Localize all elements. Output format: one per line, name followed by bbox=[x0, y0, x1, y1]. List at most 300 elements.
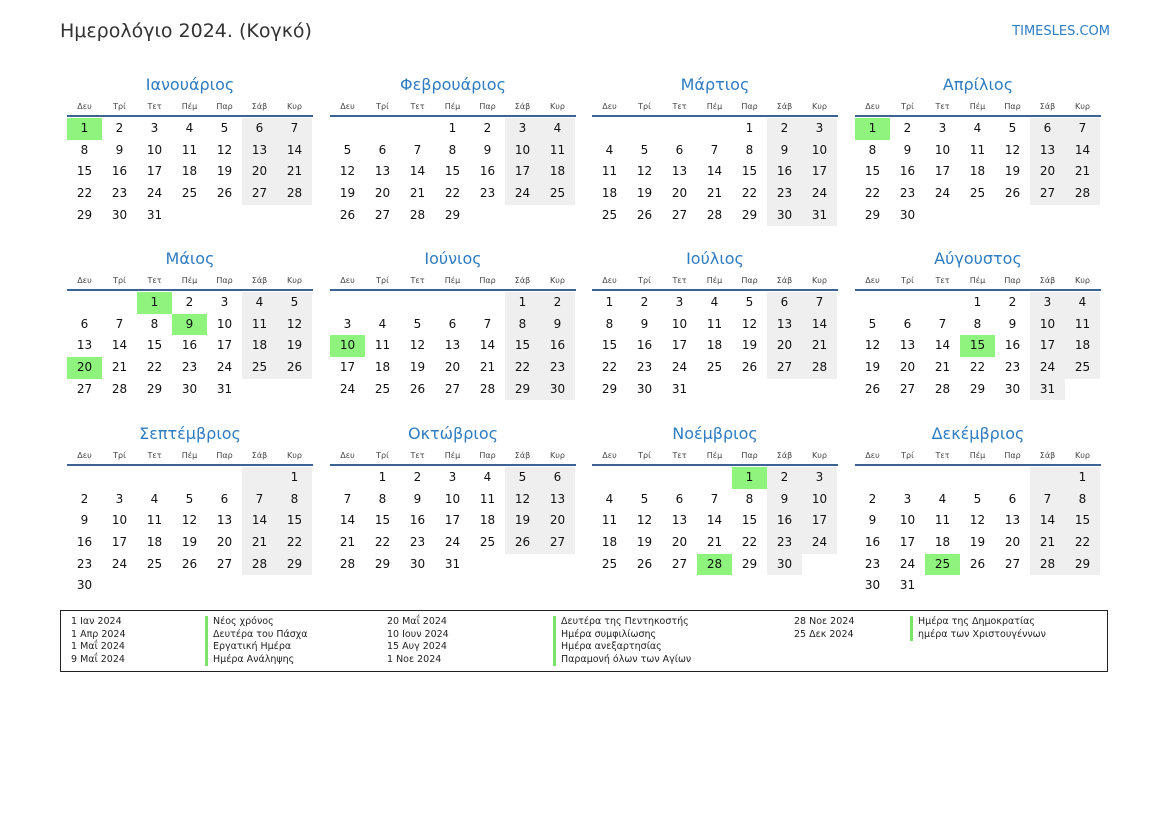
day-cell: 26 bbox=[277, 357, 312, 379]
day-cell: 25 bbox=[479, 535, 496, 550]
day-cell: 28 bbox=[277, 183, 312, 205]
empty-day-cell bbox=[627, 118, 662, 140]
day-cell: 22 bbox=[374, 535, 391, 550]
weekday-label: Τρί bbox=[376, 275, 389, 285]
legend-dates-1 bbox=[71, 616, 126, 666]
day-cell: 12 bbox=[636, 513, 653, 528]
legend-holiday-name: Δευτέρα της Πεντηκοστής bbox=[553, 616, 691, 629]
weekday-label: Παρ bbox=[1004, 450, 1021, 460]
weekday-label: Παρ bbox=[479, 450, 496, 460]
weekday-header bbox=[592, 97, 838, 117]
month-block bbox=[592, 74, 838, 226]
month-block bbox=[67, 248, 313, 400]
weekday-label: Τρί bbox=[901, 450, 914, 460]
day-cell: 9 bbox=[80, 513, 89, 528]
day-cell: 14 bbox=[706, 513, 723, 528]
day-cell: 21 bbox=[1030, 532, 1065, 554]
day-cell: 4 bbox=[1065, 292, 1100, 314]
day-cell: 26 bbox=[216, 186, 233, 201]
weekday-label: Παρ bbox=[1004, 275, 1021, 285]
day-cell: 26 bbox=[181, 556, 198, 571]
day-cell: 13 bbox=[216, 513, 233, 528]
day-cell: 13 bbox=[899, 338, 916, 353]
day-cell: 28 bbox=[339, 556, 356, 571]
empty-day-cell bbox=[505, 554, 540, 576]
day-grid bbox=[330, 292, 576, 400]
empty-day-cell bbox=[505, 205, 540, 227]
day-cell: 12 bbox=[409, 338, 426, 353]
empty-day-cell bbox=[1030, 575, 1065, 597]
weekday-label: Κυρ bbox=[812, 275, 827, 285]
empty-day-cell bbox=[102, 292, 137, 314]
legend-names-3 bbox=[910, 616, 1046, 641]
day-cell: 27 bbox=[767, 357, 802, 379]
day-cell: 19 bbox=[636, 535, 653, 550]
day-cell: 3 bbox=[1030, 292, 1065, 314]
day-cell: 27 bbox=[242, 183, 277, 205]
day-cell: 22 bbox=[741, 535, 758, 550]
weekday-label: Πέμ bbox=[969, 275, 986, 285]
day-cell: 23 bbox=[76, 556, 93, 571]
weekday-header bbox=[67, 271, 313, 291]
month-block bbox=[67, 423, 313, 597]
day-cell: 7 bbox=[277, 118, 312, 140]
weekday-label: Παρ bbox=[741, 101, 758, 111]
weekday-label: Τρί bbox=[901, 101, 914, 111]
day-cell: 13 bbox=[767, 314, 802, 336]
empty-day-cell bbox=[102, 575, 137, 597]
day-cell: 29 bbox=[146, 381, 163, 396]
weekday-label: Τετ bbox=[672, 101, 687, 111]
day-cell: 7 bbox=[115, 316, 124, 331]
day-cell: 3 bbox=[802, 467, 837, 489]
day-cell: 8 bbox=[150, 316, 159, 331]
day-cell: 12 bbox=[741, 316, 758, 331]
day-cell: 14 bbox=[934, 338, 951, 353]
day-cell: 19 bbox=[277, 335, 312, 357]
day-cell: 19 bbox=[1004, 164, 1021, 179]
day-cell: 4 bbox=[605, 491, 614, 506]
day-cell: 25 bbox=[242, 357, 277, 379]
weekday-header bbox=[330, 446, 576, 466]
day-cell: 23 bbox=[479, 186, 496, 201]
weekday-label: Κυρ bbox=[287, 101, 302, 111]
day-cell: 17 bbox=[146, 164, 163, 179]
day-cell: 24 bbox=[505, 183, 540, 205]
empty-day-cell bbox=[207, 575, 242, 597]
empty-day-cell bbox=[925, 205, 960, 227]
day-cell: 6 bbox=[675, 491, 684, 506]
empty-day-cell bbox=[592, 467, 627, 489]
day-cell: 27 bbox=[671, 207, 688, 222]
day-cell: 2 bbox=[540, 292, 575, 314]
weekday-label: Παρ bbox=[479, 275, 496, 285]
day-cell: 28 bbox=[1065, 183, 1100, 205]
day-cell: 3 bbox=[938, 121, 947, 135]
day-cell: 9 bbox=[767, 140, 802, 162]
weekday-label: Παρ bbox=[216, 101, 233, 111]
day-cell: 16 bbox=[864, 535, 881, 550]
day-cell: 6 bbox=[242, 118, 277, 140]
weekday-label: Τρί bbox=[638, 275, 651, 285]
day-cell: 23 bbox=[864, 556, 881, 571]
day-cell: 24 bbox=[339, 381, 356, 396]
day-cell: 9 bbox=[868, 513, 877, 528]
empty-day-cell bbox=[960, 467, 995, 489]
legend-date: 20 Μαΐ 2024 bbox=[387, 616, 447, 627]
day-cell: 25 bbox=[540, 183, 575, 205]
day-cell: 7 bbox=[802, 292, 837, 314]
day-cell: 2 bbox=[185, 295, 194, 309]
day-cell: 11 bbox=[146, 513, 163, 528]
day-cell: 29 bbox=[741, 207, 758, 222]
weekday-label: Κυρ bbox=[550, 101, 565, 111]
weekday-label: Τρί bbox=[113, 450, 126, 460]
day-cell: 10 bbox=[802, 489, 837, 511]
empty-day-cell bbox=[470, 205, 505, 227]
day-cell: 31 bbox=[802, 205, 837, 227]
day-cell: 2 bbox=[413, 470, 422, 484]
month-block bbox=[67, 74, 313, 226]
day-cell: 25 bbox=[601, 207, 618, 222]
weekday-header bbox=[330, 271, 576, 291]
weekday-label: Κυρ bbox=[1075, 450, 1090, 460]
day-cell: 22 bbox=[146, 360, 163, 375]
weekday-label: Τετ bbox=[935, 450, 950, 460]
day-cell: 27 bbox=[76, 381, 93, 396]
day-cell: 4 bbox=[185, 121, 194, 135]
day-cell: 9 bbox=[1008, 316, 1017, 331]
day-cell: 8 bbox=[973, 316, 982, 331]
month-name: Δεκέμβριος bbox=[931, 424, 1025, 443]
day-cell: 30 bbox=[899, 207, 916, 222]
day-cell: 14 bbox=[242, 510, 277, 532]
weekday-label: Τρί bbox=[638, 450, 651, 460]
day-cell: 11 bbox=[181, 142, 198, 157]
day-cell: 6 bbox=[80, 316, 89, 331]
day-cell: 28 bbox=[802, 357, 837, 379]
day-cell: 26 bbox=[1004, 186, 1021, 201]
day-cell: 9 bbox=[767, 489, 802, 511]
day-grid bbox=[330, 467, 576, 575]
day-cell: 8 bbox=[605, 316, 614, 331]
day-cell: 15 bbox=[444, 164, 461, 179]
weekday-label: Πέμ bbox=[181, 450, 198, 460]
day-cell: 19 bbox=[216, 164, 233, 179]
day-cell: 30 bbox=[636, 381, 653, 396]
day-cell: 23 bbox=[1004, 360, 1021, 375]
day-cell: 27 bbox=[540, 532, 575, 554]
day-cell: 7 bbox=[343, 491, 352, 506]
holiday-day-cell: 1 bbox=[732, 467, 767, 489]
day-cell: 17 bbox=[802, 510, 837, 532]
day-cell: 16 bbox=[479, 164, 496, 179]
day-cell: 19 bbox=[741, 338, 758, 353]
day-cell: 11 bbox=[601, 164, 618, 179]
month-name: Ιούλιος bbox=[686, 249, 744, 268]
month-name: Μάιος bbox=[165, 249, 215, 268]
empty-day-cell bbox=[470, 554, 505, 576]
day-cell: 20 bbox=[540, 510, 575, 532]
day-cell: 9 bbox=[640, 316, 649, 331]
day-cell: 22 bbox=[601, 360, 618, 375]
day-cell: 12 bbox=[636, 164, 653, 179]
day-cell: 10 bbox=[671, 316, 688, 331]
empty-day-cell bbox=[67, 467, 102, 489]
legend-dates-2 bbox=[387, 616, 449, 666]
day-cell: 26 bbox=[505, 532, 540, 554]
holiday-day-cell: 25 bbox=[925, 554, 960, 576]
holiday-day-cell: 10 bbox=[330, 335, 365, 357]
empty-day-cell bbox=[697, 118, 732, 140]
weekday-header bbox=[855, 97, 1101, 117]
day-cell: 29 bbox=[1065, 554, 1100, 576]
day-cell: 8 bbox=[745, 491, 754, 506]
day-cell: 20 bbox=[1030, 161, 1065, 183]
month-block bbox=[592, 248, 838, 400]
day-cell: 1 bbox=[1065, 467, 1100, 489]
empty-day-cell bbox=[540, 205, 575, 227]
day-cell: 8 bbox=[277, 489, 312, 511]
day-cell: 14 bbox=[1030, 510, 1065, 532]
day-cell: 4 bbox=[710, 295, 719, 309]
day-cell: 24 bbox=[146, 186, 163, 201]
day-cell: 5 bbox=[277, 292, 312, 314]
day-cell: 16 bbox=[540, 335, 575, 357]
day-cell: 20 bbox=[242, 161, 277, 183]
day-cell: 5 bbox=[745, 295, 754, 309]
day-cell: 13 bbox=[444, 338, 461, 353]
day-cell: 2 bbox=[868, 491, 877, 506]
weekday-label: Δευ bbox=[865, 101, 880, 111]
day-cell: 26 bbox=[741, 360, 758, 375]
site-link[interactable]: TIMESLES.COM bbox=[1012, 24, 1110, 39]
weekday-label: Πέμ bbox=[706, 450, 723, 460]
day-cell: 16 bbox=[899, 164, 916, 179]
day-cell: 8 bbox=[80, 142, 89, 157]
empty-day-cell bbox=[662, 118, 697, 140]
weekday-label: Δευ bbox=[865, 450, 880, 460]
day-cell: 30 bbox=[864, 578, 881, 593]
day-cell: 11 bbox=[934, 513, 951, 528]
day-cell: 26 bbox=[864, 381, 881, 396]
month-block bbox=[330, 248, 576, 400]
day-cell: 12 bbox=[339, 164, 356, 179]
empty-day-cell bbox=[995, 467, 1030, 489]
day-cell: 4 bbox=[540, 118, 575, 140]
day-cell: 16 bbox=[1004, 338, 1021, 353]
day-cell: 29 bbox=[601, 381, 618, 396]
weekday-label: Δευ bbox=[340, 450, 355, 460]
empty-day-cell bbox=[960, 205, 995, 227]
day-cell: 30 bbox=[111, 207, 128, 222]
weekday-label: Κυρ bbox=[550, 450, 565, 460]
weekday-label: Τετ bbox=[147, 450, 162, 460]
empty-day-cell bbox=[400, 292, 435, 314]
day-cell: 31 bbox=[146, 207, 163, 222]
holiday-day-cell: 1 bbox=[855, 118, 890, 140]
legend-date: 25 Δεκ 2024 bbox=[794, 628, 854, 640]
day-cell: 30 bbox=[76, 578, 93, 593]
empty-day-cell bbox=[1065, 379, 1100, 401]
weekday-label: Τετ bbox=[410, 275, 425, 285]
day-cell: 8 bbox=[505, 314, 540, 336]
day-cell: 24 bbox=[934, 186, 951, 201]
empty-day-cell bbox=[890, 467, 925, 489]
day-cell: 16 bbox=[767, 510, 802, 532]
day-cell: 6 bbox=[767, 292, 802, 314]
day-cell: 5 bbox=[413, 316, 422, 331]
day-cell: 27 bbox=[444, 381, 461, 396]
weekday-label: Δευ bbox=[340, 275, 355, 285]
weekday-label: Σάβ bbox=[1039, 450, 1056, 460]
empty-day-cell bbox=[242, 379, 277, 401]
day-cell: 18 bbox=[479, 513, 496, 528]
day-cell: 2 bbox=[903, 121, 912, 135]
day-cell: 5 bbox=[185, 491, 194, 506]
day-cell: 16 bbox=[767, 161, 802, 183]
legend-date: 15 Αυγ 2024 bbox=[387, 641, 447, 653]
day-cell: 30 bbox=[181, 381, 198, 396]
weekday-label: Σάβ bbox=[514, 101, 531, 111]
day-cell: 28 bbox=[706, 207, 723, 222]
day-cell: 26 bbox=[636, 556, 653, 571]
day-grid bbox=[67, 292, 313, 400]
day-cell: 15 bbox=[374, 513, 391, 528]
weekday-header bbox=[67, 446, 313, 466]
day-cell: 3 bbox=[675, 295, 684, 309]
day-cell: 20 bbox=[216, 535, 233, 550]
day-cell: 2 bbox=[767, 467, 802, 489]
day-cell: 31 bbox=[671, 381, 688, 396]
day-cell: 1 bbox=[378, 470, 387, 484]
weekday-label: Σάβ bbox=[776, 450, 793, 460]
empty-day-cell bbox=[960, 575, 995, 597]
legend-holiday-name: Ημέρα ανεξαρτησίας bbox=[553, 641, 691, 654]
day-cell: 25 bbox=[1065, 357, 1100, 379]
day-cell: 4 bbox=[938, 491, 947, 506]
empty-day-cell bbox=[1065, 205, 1100, 227]
day-cell: 15 bbox=[741, 164, 758, 179]
legend-date: 1 Μαΐ 2024 bbox=[71, 641, 125, 653]
day-cell: 20 bbox=[1004, 535, 1021, 550]
day-cell: 18 bbox=[601, 186, 618, 201]
day-cell: 25 bbox=[146, 556, 163, 571]
legend-holiday-name: Εργατική Ημέρα bbox=[205, 641, 308, 654]
weekday-label: Τετ bbox=[935, 101, 950, 111]
day-cell: 4 bbox=[605, 142, 614, 157]
empty-day-cell bbox=[1065, 575, 1100, 597]
legend-names-2 bbox=[553, 616, 691, 666]
holiday-legend bbox=[60, 610, 1108, 672]
day-cell: 15 bbox=[601, 338, 618, 353]
day-cell: 27 bbox=[899, 381, 916, 396]
day-cell: 14 bbox=[277, 140, 312, 162]
day-cell: 1 bbox=[448, 121, 457, 135]
day-cell: 14 bbox=[802, 314, 837, 336]
day-cell: 6 bbox=[675, 142, 684, 157]
day-cell: 7 bbox=[413, 142, 422, 157]
day-cell: 3 bbox=[448, 470, 457, 484]
day-cell: 5 bbox=[640, 491, 649, 506]
weekday-label: Παρ bbox=[741, 275, 758, 285]
day-cell: 3 bbox=[505, 118, 540, 140]
day-cell: 29 bbox=[444, 207, 461, 222]
weekday-label: Πέμ bbox=[969, 450, 986, 460]
day-cell: 24 bbox=[802, 532, 837, 554]
day-cell: 30 bbox=[767, 554, 802, 576]
day-cell: 19 bbox=[864, 360, 881, 375]
day-cell: 13 bbox=[671, 513, 688, 528]
day-cell: 21 bbox=[242, 532, 277, 554]
empty-day-cell bbox=[207, 467, 242, 489]
weekday-label: Κυρ bbox=[550, 275, 565, 285]
day-grid bbox=[330, 118, 576, 226]
weekday-label: Σάβ bbox=[251, 101, 268, 111]
empty-day-cell bbox=[67, 292, 102, 314]
weekday-label: Τετ bbox=[935, 275, 950, 285]
day-cell: 19 bbox=[409, 360, 426, 375]
month-block bbox=[855, 248, 1101, 400]
weekday-label: Κυρ bbox=[287, 450, 302, 460]
empty-day-cell bbox=[995, 575, 1030, 597]
holiday-day-cell: 20 bbox=[67, 357, 102, 379]
day-cell: 26 bbox=[636, 207, 653, 222]
day-cell: 25 bbox=[181, 186, 198, 201]
empty-day-cell bbox=[995, 205, 1030, 227]
day-cell: 27 bbox=[374, 207, 391, 222]
weekday-label: Πέμ bbox=[444, 275, 461, 285]
empty-day-cell bbox=[172, 575, 207, 597]
empty-day-cell bbox=[925, 292, 960, 314]
weekday-label: Σάβ bbox=[514, 450, 531, 460]
month-name: Μάρτιος bbox=[680, 75, 750, 94]
empty-day-cell bbox=[172, 467, 207, 489]
legend-date: 10 Ιουν 2024 bbox=[387, 628, 449, 640]
day-cell: 7 bbox=[1030, 489, 1065, 511]
day-cell: 22 bbox=[444, 186, 461, 201]
day-cell: 26 bbox=[969, 556, 986, 571]
day-cell: 10 bbox=[444, 491, 461, 506]
day-grid bbox=[855, 118, 1101, 226]
day-cell: 18 bbox=[969, 164, 986, 179]
legend-date: 9 Μαΐ 2024 bbox=[71, 653, 125, 665]
day-cell: 30 bbox=[767, 205, 802, 227]
day-cell: 4 bbox=[378, 316, 387, 331]
weekday-label: Σάβ bbox=[251, 275, 268, 285]
day-cell: 17 bbox=[1030, 335, 1065, 357]
weekday-label: Τρί bbox=[901, 275, 914, 285]
day-cell: 18 bbox=[706, 338, 723, 353]
weekday-label: Πέμ bbox=[706, 101, 723, 111]
empty-day-cell bbox=[540, 554, 575, 576]
day-cell: 31 bbox=[899, 578, 916, 593]
day-cell: 26 bbox=[339, 207, 356, 222]
day-cell: 13 bbox=[671, 164, 688, 179]
holiday-day-cell: 9 bbox=[172, 314, 207, 336]
empty-day-cell bbox=[400, 118, 435, 140]
day-cell: 29 bbox=[969, 381, 986, 396]
weekday-label: Τρί bbox=[113, 101, 126, 111]
day-cell: 16 bbox=[181, 338, 198, 353]
day-cell: 5 bbox=[505, 467, 540, 489]
weekday-label: Τρί bbox=[376, 101, 389, 111]
legend-names-1 bbox=[205, 616, 308, 666]
day-cell: 23 bbox=[636, 360, 653, 375]
day-cell: 28 bbox=[409, 207, 426, 222]
day-cell: 14 bbox=[339, 513, 356, 528]
weekday-label: Τετ bbox=[672, 450, 687, 460]
